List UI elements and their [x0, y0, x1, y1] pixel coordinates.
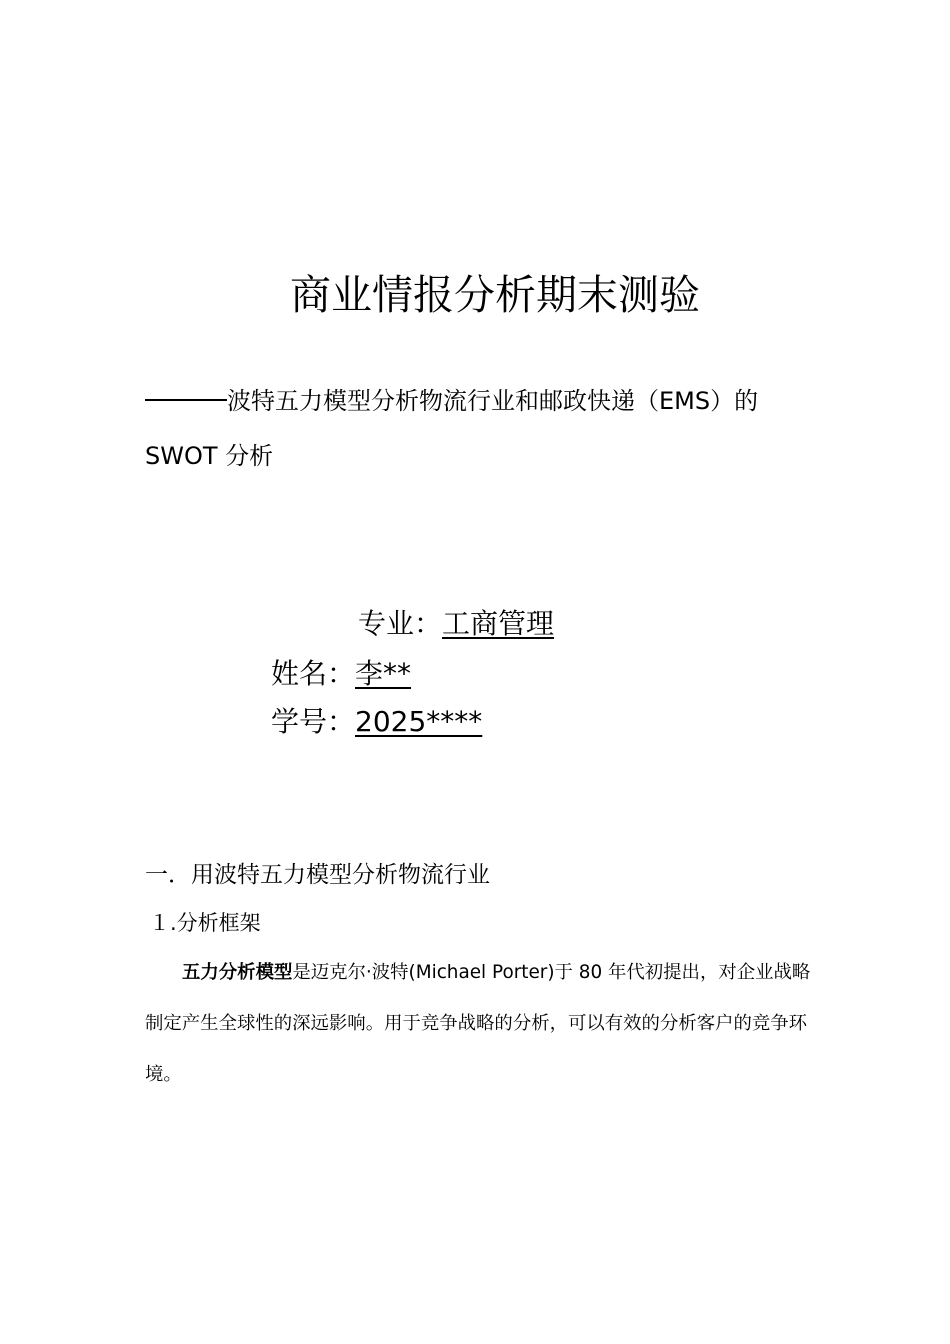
- major-label: 专业：: [358, 607, 443, 640]
- id-label: 学号：: [271, 705, 356, 738]
- info-major-row: [358, 606, 554, 642]
- name-label: 姓名：: [271, 657, 356, 690]
- subtitle-dash-line: [145, 399, 227, 401]
- sub-heading: １.分析框架: [149, 911, 261, 935]
- id-value: 2025****: [355, 705, 483, 738]
- major-value: 工商管理: [442, 607, 555, 640]
- paragraph-text: 是迈克尔·波特(Michael Porter)于 80 年代初提出，对企业战略制定产生全球性的深远影响。用于竞争战略的分析，可以有效的分析客户的竞争环境。: [145, 962, 811, 1085]
- info-name-row: [271, 656, 411, 692]
- body-paragraph: [145, 947, 813, 1100]
- section-heading: 一．用波特五力模型分析物流行业: [145, 862, 490, 888]
- paragraph-term: 五力分析模型: [182, 962, 293, 983]
- name-value: 李**: [355, 657, 412, 690]
- page-title: 商业情报分析期末测验: [290, 271, 700, 319]
- subtitle-line1: 波特五力模型分析物流行业和邮政快递（EMS）的: [227, 387, 759, 415]
- subtitle-line2: SWOT 分析: [145, 442, 274, 470]
- subtitle: [145, 374, 785, 484]
- info-id-row: [271, 704, 482, 740]
